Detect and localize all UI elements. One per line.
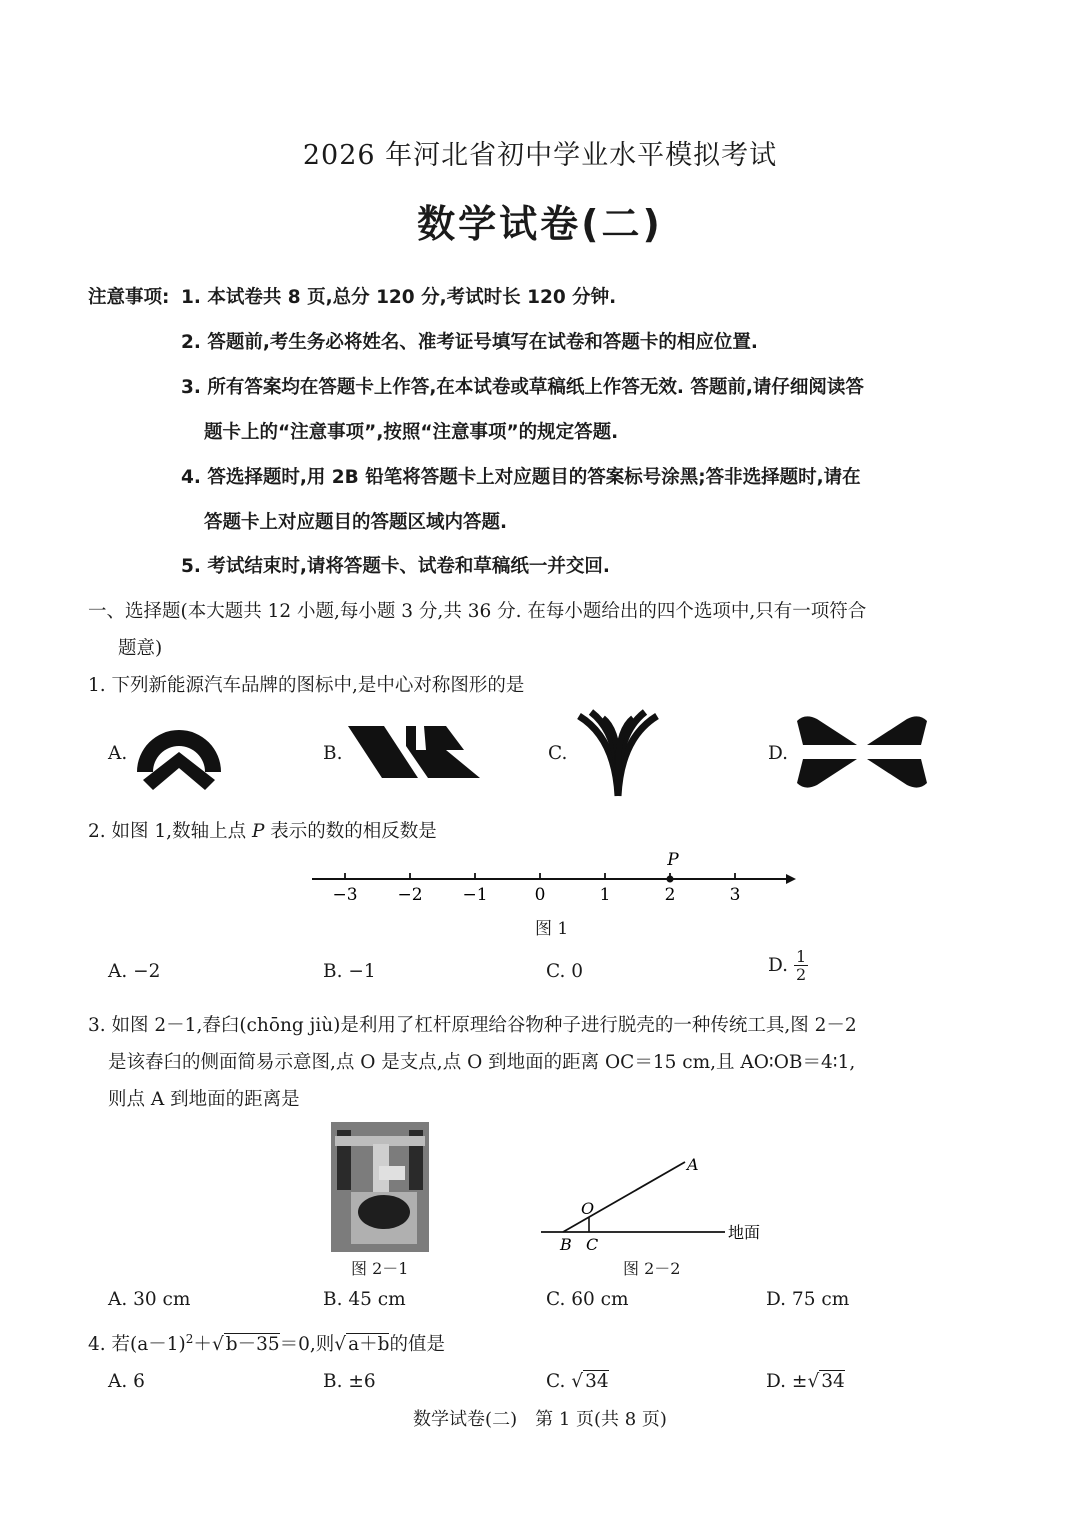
q2-stem: 2. 如图 1,数轴上点 P 表示的数的相反数是 [88,821,437,842]
exam-title: 2026 年河北省初中学业水平模拟考试 [302,140,778,171]
q3-option-d: D. 75 cm [766,1289,850,1310]
q3-option-a: A. 30 cm [108,1289,191,1310]
q2-option-d: D. $\frac{1}{2}$ [768,947,807,984]
q1-option-d: D. [768,743,789,764]
q1-option-b: B. [323,743,343,764]
paper-title: 数学试卷(二) [417,202,663,246]
q4-option-b: B. ±6 [323,1371,376,1392]
q3-option-c: C. 60 cm [546,1289,629,1310]
tick-label: 2 [664,885,676,905]
label-a: A [687,1155,699,1174]
note-item-4-cont: 答题卡上对应题目的答题区域内答题. [204,512,508,533]
figure-1-caption: 图 1 [535,919,569,939]
parallelogram-logo-icon [346,722,484,784]
q4-option-d: D. ±√ 34 [766,1371,845,1392]
note-item-3: 3. 所有答案均在答题卡上作答,在本试卷或草稿纸上作答无效. 答题前,请仔细阅读答 [181,377,864,398]
tick-label: −1 [462,885,488,905]
note-item-5: 5. 考试结束时,请将答题卡、试卷和草稿纸一并交回. [181,556,610,577]
tick-label: 0 [534,885,546,905]
page-footer: 数学试卷(二) 第 1 页(共 8 页) [413,1409,667,1430]
section-heading: 一、选择题(本大题共 12 小题,每小题 3 分,共 36 分. 在每小题给出的四个选项中,只有一项符合 [88,601,867,622]
q1-option-a: A. [108,743,128,764]
tick-label: −3 [332,885,358,905]
fraction-one-half: $\frac{1}{2}$ [795,947,807,984]
q2-option-a: A. −2 [108,961,161,982]
point-p-label: P [667,850,679,870]
tick-label: −2 [397,885,423,905]
lever-diagram [535,1148,775,1253]
tick-label: 1 [599,885,611,905]
q4-option-c: C. √ 34 [546,1371,609,1392]
arch-chevron-logo-icon [133,710,225,795]
note-item-3-cont: 题卡上的“注意事项”,按照“注意事项”的规定答题. [204,422,619,443]
figure-2-1-caption: 图 2－1 [351,1259,409,1278]
q1-option-c: C. [548,743,568,764]
label-o: O [581,1199,595,1218]
q2-option-c: C. 0 [546,961,584,982]
note-item-2: 2. 答题前,考生务必将姓名、准考证号填写在试卷和答题卡的相应位置. [181,332,758,353]
label-c: C [586,1235,599,1253]
section-heading-cont: 题意) [118,638,163,659]
q4-option-a: A. 6 [108,1371,145,1392]
note-item-1: 1. 本试卷共 8 页,总分 120 分,考试时长 120 分钟. [181,287,617,308]
notes-label: 注意事项: [88,287,170,308]
q3-stem-line3: 则点 A 到地面的距离是 [108,1089,300,1110]
figure-2-2-caption: 图 2－2 [623,1259,681,1278]
x-shape-logo-icon [795,715,929,789]
point-p-marker [667,876,674,883]
q2-option-b: B. −1 [323,961,376,982]
label-ground: 地面 [728,1223,761,1242]
label-b: B [560,1235,572,1253]
q3-stem-line1: 3. 如图 2－1,舂臼(chōng jiù)是利用了杠杆原理给谷物种子进行脱壳的一种传统工具,图 2－2 [88,1015,857,1036]
q3-option-b: B. 45 cm [323,1289,406,1310]
mortar-photo [331,1122,429,1252]
tick-label: 3 [729,885,741,905]
fan-arc-logo-icon [575,708,661,800]
number-line [300,845,800,910]
q4-stem: 4. 若$(a-1)^2+√$ b－35＝0,则√ a＋b的值是 [88,1331,445,1355]
note-item-4: 4. 答选择题时,用 2B 铅笔将答题卡上对应题目的答案标号涂黑;答非选择题时,请在 [181,467,861,488]
q3-stem-line2: 是该舂臼的侧面简易示意图,点 O 是支点,点 O 到地面的距离 OC＝15 cm,且 AO∶OB＝4∶1, [108,1052,856,1073]
q1-stem: 1. 下列新能源汽车品牌的图标中,是中心对称图形的是 [88,675,525,696]
